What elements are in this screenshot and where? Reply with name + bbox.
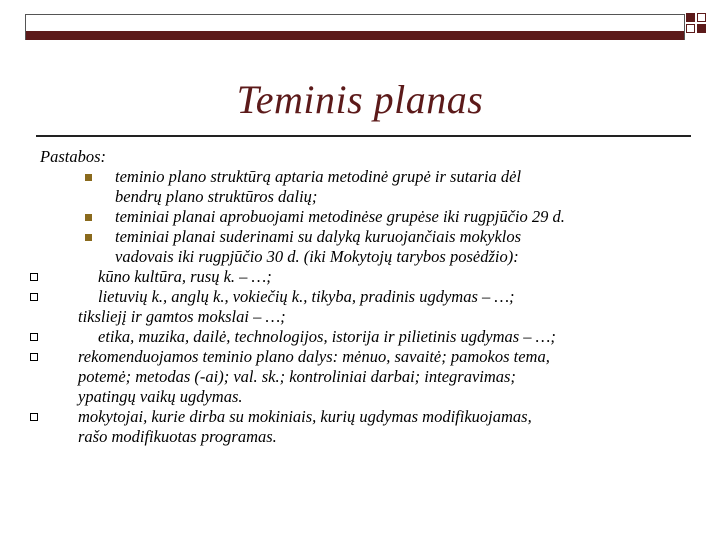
corner-square-filled-icon xyxy=(697,24,706,33)
header-accent-band xyxy=(26,31,684,40)
sub-bullet-item xyxy=(40,227,700,247)
hollow-square-bullet-icon xyxy=(30,273,38,281)
corner-square-outline-icon xyxy=(686,24,695,33)
bullet-continuation: potemė; metodas (-ai); val. sk.; kontroliniai darbai; integravimas; xyxy=(78,367,516,386)
bullet-text: etika, muzika, dailė, technologijos, istorija ir pilietinis ugdymas – …; xyxy=(98,327,556,346)
slide-header-bar xyxy=(25,14,685,40)
bullet-text: lietuvių k., anglų k., vokiečių k., tikyba, pradinis ugdymas – …; xyxy=(98,287,515,306)
bullet-text: teminio plano struktūrą aptaria metodinė grupė ir sutaria dėl xyxy=(115,167,522,186)
square-bullet-icon xyxy=(85,214,92,221)
corner-square-filled-icon xyxy=(686,13,695,22)
bullet-continuation: tiksliejį ir gamtos mokslai – …; xyxy=(78,307,286,326)
title-divider xyxy=(36,135,691,137)
bullet-text: teminiai planai suderinami su dalyką kuruojančiais mokyklos xyxy=(115,227,522,246)
bullet-item xyxy=(40,407,700,427)
bullet-text: mokytojai, kurie dirba su mokiniais, kurių ugdymas modifikuojamas, xyxy=(78,407,532,426)
bullet-item xyxy=(40,327,700,347)
bullet-item xyxy=(40,287,700,307)
bullet-continuation: ypatingų vaikų ugdymas. xyxy=(78,387,243,406)
bullet-continuation: vadovais iki rugpjūčio 30 d. (iki Mokytojų tarybos posėdžio): xyxy=(115,247,519,266)
bullet-continuation: bendrų plano struktūros dalių; xyxy=(115,187,318,206)
hollow-square-bullet-icon xyxy=(30,413,38,421)
bullet-text: kūno kultūra, rusų k. – …; xyxy=(98,267,272,286)
notes-heading: Pastabos: xyxy=(40,147,106,166)
square-bullet-icon xyxy=(85,234,92,241)
square-bullet-icon xyxy=(85,174,92,181)
bullet-continuation: rašo modifikuotas programas. xyxy=(78,427,277,446)
bullet-item xyxy=(40,267,700,287)
corner-square-outline-icon xyxy=(697,13,706,22)
hollow-square-bullet-icon xyxy=(30,293,38,301)
bullet-item xyxy=(40,347,700,367)
sub-bullet-item xyxy=(40,207,700,227)
hollow-square-bullet-icon xyxy=(30,353,38,361)
sub-bullet-item xyxy=(40,167,700,187)
slide-body xyxy=(40,147,700,447)
slide-title: Teminis planas xyxy=(236,77,484,122)
hollow-square-bullet-icon xyxy=(30,333,38,341)
bullet-text: rekomenduojamos teminio plano dalys: mėnuo, savaitė; pamokos tema, xyxy=(78,347,550,366)
bullet-text: teminiai planai aprobuojami metodinėse grupėse iki rugpjūčio 29 d. xyxy=(115,207,565,226)
